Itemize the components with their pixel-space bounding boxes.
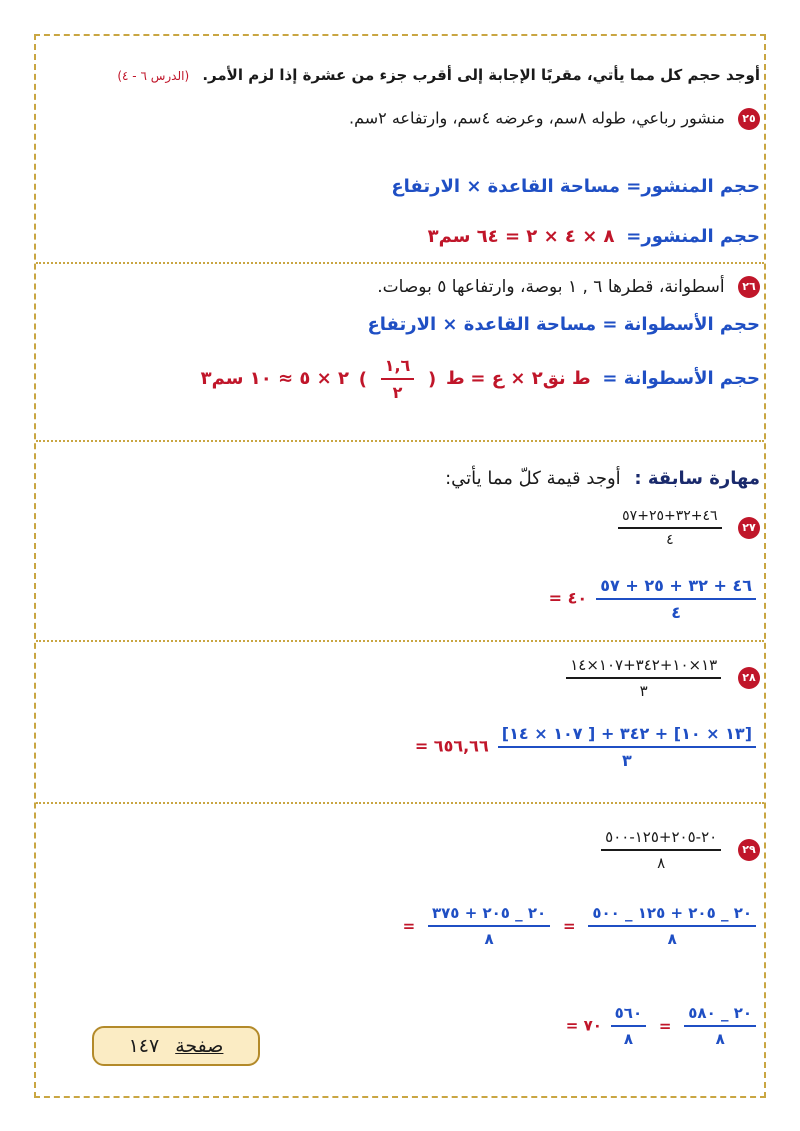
q28-denominator: ٣ [639,682,648,700]
page-number: ١٤٧ [128,1035,160,1057]
separator-1 [36,262,764,264]
q29-step4-fraction [611,1004,646,1048]
q29-step3-denominator: ٨ [715,1030,725,1048]
q29-denominator: ٨ [657,854,666,872]
q28-answer-numerator: [١٣ × ١٠] + ٣٤٢ + [ ١٠٧ × ١٤] [498,724,756,748]
q29-numerator: ٢٠-٢٠٥+١٢٥-٥٠٠ [601,828,721,851]
q29-step3-numerator: ٢٠ _ ٥٨٠ [684,1004,756,1027]
q26-question-line [377,276,760,298]
q29-equals-2: = [402,917,416,935]
instruction-text: أوجد حجم كل مما يأتي، مقربًا الإجابة إلى أقرب جزء من عشرة إذا لزم الأمر. [202,66,760,84]
q26-calc-expr: ط نق٢ × ع = [470,368,591,389]
q26-calc-label: حجم الأسطوانة = [602,368,760,389]
q25-calc-label: حجم المنشور= [626,226,760,247]
q29-step1-denominator: ٨ [667,930,677,948]
q25-question-text: منشور رباعي، طوله ٨سم، وعرضه ٤سم، وارتفاعه ٢سم. [349,108,725,128]
q29-step4-denominator: ٨ [623,1030,633,1048]
q26-number-badge: ٢٦ [738,276,760,298]
q29-step-row-2 [566,1004,760,1048]
q28-answer [415,724,760,770]
page-label: صفحة [175,1035,224,1057]
lesson-reference: (الدرس ٦ - ٤) [117,69,190,83]
q29-step2-numerator: ٢٠ _ ٢٠٥ + ٣٧٥ [428,904,550,927]
q29-step2-fraction [428,904,550,948]
q25-calculation [428,226,760,247]
q26-calc-rest: ٢ × ٥ ≈ ١٠ سم٣ [200,368,349,389]
skill-instruction: أوجد قيمة كلّ مما يأتي: [445,468,621,489]
q26-fraction [381,356,415,402]
q29-result: ٧٠ = [565,1016,602,1035]
separator-2 [36,440,764,442]
q27-answer [549,576,760,622]
q28-numerator: ١٣×١٠+٣٤٢+١٠٧×١٤ [566,656,721,679]
q25-formula: حجم المنشور= مساحة القاعدة × الارتفاع [391,176,760,197]
q29-step1-numerator: ٢٠ _ ٢٠٥ + ١٢٥ _ ٥٠٠ [588,904,756,927]
q26-pi-symbol: ط [445,368,465,389]
skill-line [445,468,760,489]
q29-step3-fraction [684,1004,756,1048]
q26-fraction-den: ٢ [392,383,403,402]
q26-paren-open: ( [428,368,437,390]
q29-step2-denominator: ٨ [484,930,494,948]
q29-equals-1: = [563,917,576,935]
q27-denominator: ٤ [666,532,674,548]
q27-result: ٤٠ = [548,588,588,608]
q26-paren-close: ) [358,368,367,390]
q26-formula: حجم الأسطوانة = مساحة القاعدة × الارتفاع [367,314,760,335]
q27-numerator: ٤٦+٣٢+٢٥+٥٧ [618,508,721,529]
q29-equals-3: = [658,1017,672,1035]
q27-answer-numerator: ٤٦ + ٣٢ + ٢٥ + ٥٧ [596,576,756,600]
q26-fraction-num: ١,٦ [381,356,415,380]
q26-question-text: أسطوانة، قطرها ٦ , ١ بوصة، وارتفاعها ٥ بوصات. [377,277,725,297]
q29-problem [597,828,760,872]
q27-problem [614,508,760,548]
skill-title: مهارة سابقة : [634,468,760,489]
q28-problem [562,656,760,700]
separator-3 [36,640,764,642]
q29-step1-fraction [588,904,756,948]
q28-result: ٦٥٦,٦٦ = [414,736,489,756]
q26-calculation [201,356,760,402]
q29-number-badge: ٢٩ [738,839,760,861]
q27-fraction [618,508,721,548]
q27-number-badge: ٢٧ [738,517,760,539]
separator-4 [36,802,764,804]
page-number-badge [92,1026,260,1066]
q25-question-line [349,108,760,130]
q28-answer-denominator: ٣ [622,751,632,770]
q29-fraction [601,828,721,872]
q28-number-badge: ٢٨ [738,667,760,689]
q25-number-badge: ٢٥ [738,108,760,130]
q27-answer-denominator: ٤ [671,603,681,622]
q28-answer-fraction [498,724,756,770]
q27-answer-fraction [596,576,756,622]
instruction-line [117,66,760,84]
q25-calc-value: ٨ × ٤ × ٢ = ٦٤ سم٣ [427,226,615,247]
q29-step4-numerator: ٥٦٠ [611,1004,646,1027]
q28-fraction [566,656,721,700]
q29-step-row-1 [399,904,760,948]
